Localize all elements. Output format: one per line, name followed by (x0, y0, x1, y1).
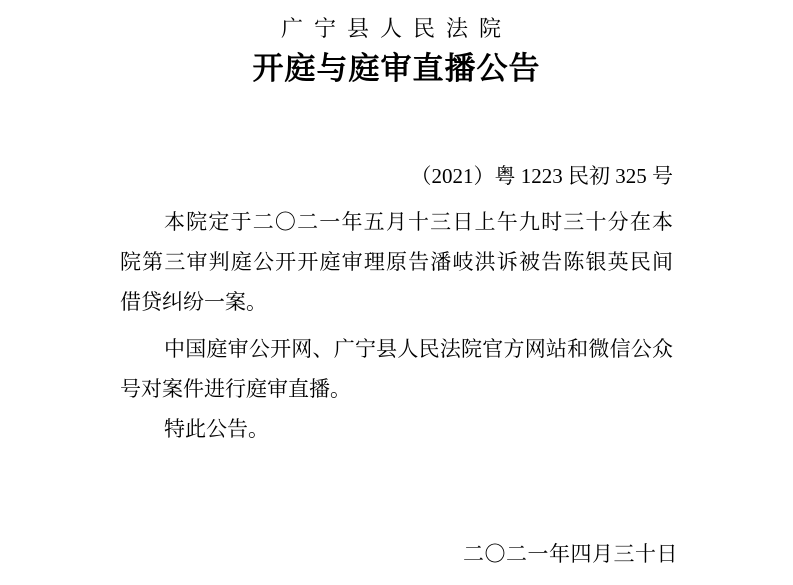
case-number: （2021）粤 1223 民初 325 号 (410, 164, 673, 188)
body-line-4: 中国庭审公开网、广宁县人民法院官方网站和微信公众 (164, 337, 673, 361)
body-line-2: 院第三审判庭公开开庭审理原告潘岐洪诉被告陈银英民间 (120, 250, 673, 274)
document-title: 开庭与庭审直播公告 (252, 51, 541, 86)
body-line-3: 借贷纠纷一案。 (120, 290, 267, 314)
body-line-5: 号对案件进行庭审直播。 (120, 377, 351, 401)
body-line-6: 特此公告。 (164, 417, 269, 441)
body-line-1: 本院定于二〇二一年五月十三日上午九时三十分在本 (164, 210, 673, 234)
court-name-heading: 广宁县人民法院 (280, 16, 512, 41)
announcement-date: 二〇二一年四月三十日 (463, 542, 678, 566)
announcement-body (120, 202, 673, 449)
